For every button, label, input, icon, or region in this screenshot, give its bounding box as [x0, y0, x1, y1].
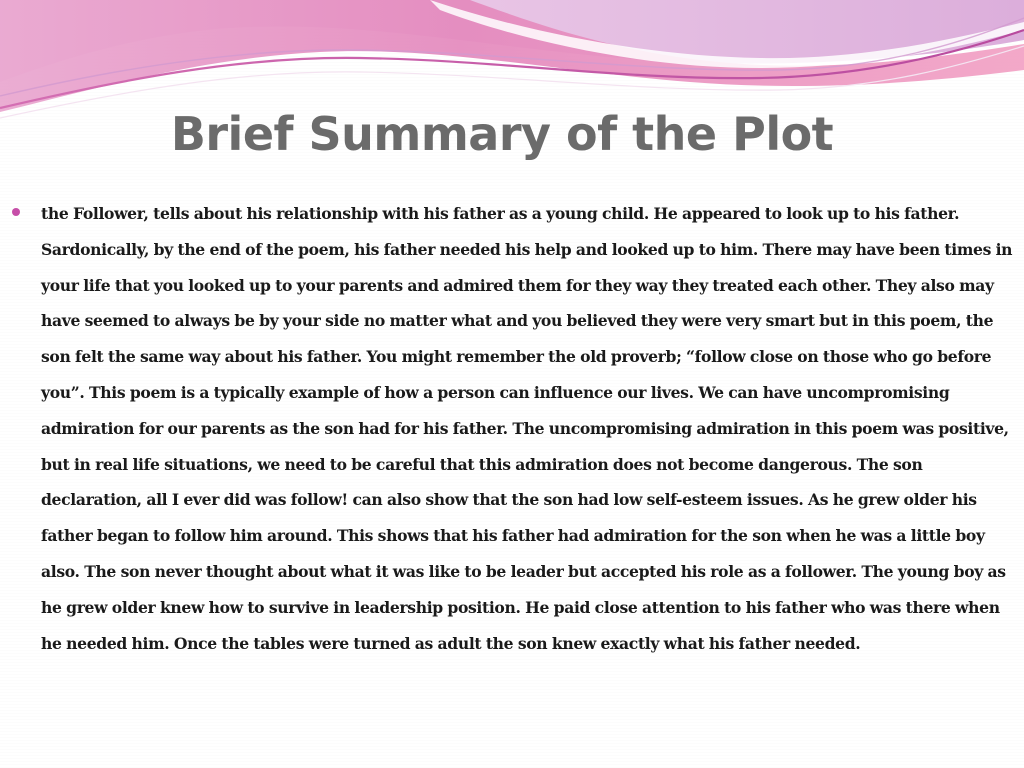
bullet-dot-icon [12, 208, 20, 216]
bullet-text: the Follower, tells about his relationship with his father as a young child. He appeared to look up to his father. Sardonically, by the end of the poem, his father needed his help and looked up to him. There may have been times in your life that you looked up to your parents and admired them for they way they treated each other. They also may have seemed to always be by your side no matter what and you believed they were very smart but in this poem, the son felt the same way about his father. You might remember the old proverb; “follow close on those who go before you”. This poem is a typically example of how a person can influence our lives. We can have uncompromising admiration for our parents as the son had for his father. The uncompromising admiration in this poem was positive, but in real life situations, we need to be careful that this admiration does not become dangerous. The son declaration, all I ever did was follow! can also show that the son had low self-esteem issues. As he grew older his father began to follow him around. This shows that his father had admiration for the son when he was a little boy also. The son never thought about what it was like to be leader but accepted his role as a follower. The young boy as he grew older knew how to survive in leadership position. He paid close attention to his father who was there when he needed him. Once the tables were turned as adult the son knew exactly what his father needed. [41, 204, 1013, 653]
bullet-item [0, 196, 1024, 661]
bullet-list [0, 196, 1024, 661]
slide-title: Brief Summary of the Plot [170, 107, 834, 161]
